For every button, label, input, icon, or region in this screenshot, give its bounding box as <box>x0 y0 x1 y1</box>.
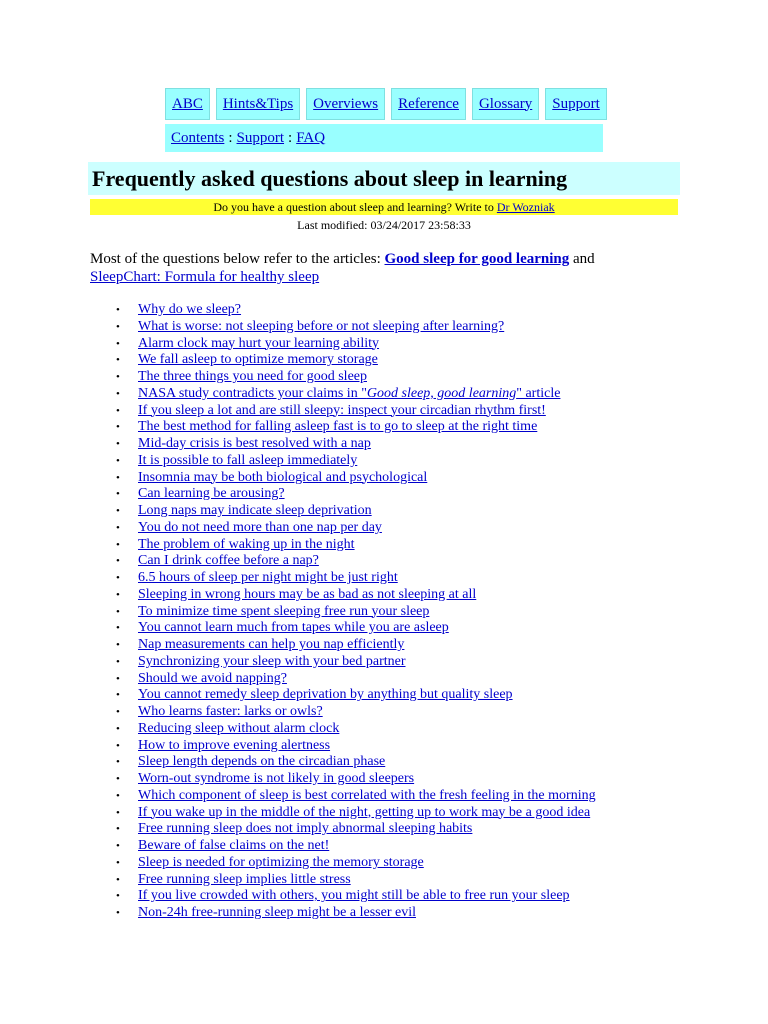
bullet-icon: • <box>116 588 120 601</box>
faq-item <box>90 788 690 805</box>
faq-link[interactable]: 6.5 hours of sleep per night might be just right <box>138 570 398 585</box>
faq-link[interactable]: You do not need more than one nap per day <box>138 519 382 535</box>
faq-item <box>90 754 690 771</box>
bullet-icon: • <box>116 521 120 534</box>
faq-item <box>90 888 690 905</box>
faq-item <box>90 470 690 487</box>
bullet-icon: • <box>116 907 120 919</box>
breadcrumb-faq[interactable]: FAQ <box>296 129 326 146</box>
faq-link[interactable]: Sleep length depends on the circadian phase <box>138 754 386 770</box>
bullet-icon: • <box>116 890 120 903</box>
article-link-good-sleep[interactable]: Good sleep for good learning <box>384 251 570 267</box>
faq-item <box>90 553 690 570</box>
question-text: Do you have a question about sleep and learning? Write to <box>213 200 494 214</box>
bullet-icon: • <box>116 840 120 852</box>
faq-link[interactable]: How to improve evening alertness <box>138 737 331 753</box>
faq-link[interactable]: You cannot remedy sleep deprivation by anything but quality sleep <box>138 687 513 703</box>
bullet-icon: • <box>116 722 120 735</box>
faq-item <box>90 905 690 922</box>
faq-link-italic: Good sleep, good learning <box>366 385 517 401</box>
bullet-icon: • <box>116 756 120 769</box>
bullet-icon: • <box>116 572 120 584</box>
bullet-icon: • <box>116 438 120 450</box>
faq-item <box>90 872 690 889</box>
faq-link[interactable]: Insomnia may be both biological and psychological <box>138 469 428 485</box>
faq-link-nasa[interactable]: NASA study contradicts your claims in "Good sleep, good learning" article <box>138 385 561 401</box>
faq-link[interactable]: Alarm clock may hurt your learning ability <box>138 335 380 351</box>
faq-item <box>90 604 690 621</box>
faq-item <box>90 302 690 319</box>
faq-link[interactable]: We fall asleep to optimize memory storage <box>138 352 378 368</box>
faq-item <box>90 537 690 554</box>
faq-list <box>90 302 690 922</box>
faq-item <box>90 419 690 436</box>
faq-item <box>90 721 690 738</box>
bullet-icon: • <box>116 421 120 434</box>
nav-link-glossary[interactable]: Glossary <box>478 95 533 112</box>
bullet-icon: • <box>116 689 120 702</box>
bullet-icon: • <box>116 371 120 383</box>
bullet-icon: • <box>116 672 120 685</box>
nav-tab-hints-tips <box>216 88 300 120</box>
faq-item <box>90 369 690 386</box>
faq-item <box>90 821 690 838</box>
bullet-icon: • <box>116 856 120 869</box>
faq-link[interactable]: Worn-out syndrome is not likely in good sleepers <box>138 771 415 786</box>
breadcrumb-support[interactable]: Support <box>236 129 285 146</box>
bullet-icon: • <box>116 555 120 568</box>
nav-tab-abc <box>165 88 210 120</box>
bullet-icon: • <box>116 806 120 819</box>
bullet-icon: • <box>116 622 120 635</box>
faq-item <box>90 486 690 503</box>
article-link-sleepchart[interactable]: SleepChart: Formula for healthy sleep <box>90 269 320 285</box>
nav-tab-support <box>545 88 607 120</box>
bullet-icon: • <box>116 488 120 501</box>
faq-link[interactable]: Synchronizing your sleep with your bed partner <box>138 653 406 669</box>
bullet-icon: • <box>116 304 120 316</box>
faq-link[interactable]: Can learning be arousing? <box>138 486 285 502</box>
breadcrumb <box>165 124 603 152</box>
faq-link[interactable]: Free running sleep does not imply abnormal sleeping habits <box>138 821 473 837</box>
bullet-icon: • <box>116 739 120 752</box>
bullet-icon: • <box>116 505 120 517</box>
faq-item <box>90 503 690 520</box>
faq-item <box>90 654 690 671</box>
faq-link[interactable]: The problem of waking up in the night <box>138 536 355 552</box>
bullet-icon: • <box>116 404 120 417</box>
faq-item <box>90 352 690 369</box>
bullet-icon: • <box>116 471 120 484</box>
faq-link[interactable]: You cannot learn much from tapes while you are asleep <box>138 620 449 636</box>
intro-conjunction: and <box>573 251 595 267</box>
faq-link[interactable]: The best method for falling asleep fast is to go to sleep at the right time <box>138 419 538 435</box>
faq-item <box>90 687 690 704</box>
faq-link[interactable]: If you sleep a lot and are still sleepy: inspect your circadian rhythm first! <box>138 402 546 418</box>
faq-item <box>90 637 690 654</box>
faq-item <box>90 671 690 688</box>
faq-link[interactable]: It is possible to fall asleep immediately <box>138 452 358 468</box>
intro-text: Most of the questions below refer to the articles: <box>90 251 381 267</box>
faq-link[interactable]: Free running sleep implies little stress <box>138 871 351 887</box>
faq-item <box>90 386 690 403</box>
faq-link[interactable]: Who learns faster: larks or owls? <box>138 704 323 719</box>
bullet-icon: • <box>116 873 120 886</box>
author-link[interactable]: Dr Wozniak <box>496 200 555 214</box>
last-modified: Last modified: 03/24/2017 23:58:33 <box>297 218 471 232</box>
faq-item <box>90 453 690 470</box>
faq-link[interactable]: Why do we sleep? <box>138 302 242 317</box>
bullet-icon: • <box>116 605 120 618</box>
nav-link-hints-tips[interactable]: Hints&Tips <box>222 95 294 112</box>
faq-item <box>90 805 690 822</box>
bullet-icon: • <box>116 337 120 350</box>
faq-link[interactable]: The three things you need for good sleep <box>138 369 367 384</box>
breadcrumb-contents[interactable]: Contents <box>171 129 225 146</box>
faq-link[interactable]: Long naps may indicate sleep deprivation <box>138 503 372 518</box>
faq-item <box>90 436 690 453</box>
faq-link[interactable]: What is worse: not sleeping before or not sleeping after learning? <box>138 318 505 334</box>
nav-tab-overviews <box>306 88 385 120</box>
bullet-icon: • <box>116 538 120 551</box>
top-nav <box>165 88 607 120</box>
faq-item <box>90 771 690 788</box>
faq-item <box>90 704 690 721</box>
faq-link[interactable]: Sleep is needed for optimizing the memory storage <box>138 854 424 870</box>
faq-link[interactable]: Non-24h free-running sleep might be a lesser evil <box>138 905 416 920</box>
faq-item <box>90 570 690 587</box>
bullet-icon: • <box>116 789 120 802</box>
title-bar <box>88 162 680 195</box>
faq-item <box>90 403 690 420</box>
nav-link-reference[interactable]: Reference <box>398 95 459 112</box>
nav-link-abc[interactable]: ABC <box>172 95 203 112</box>
bullet-icon: • <box>116 773 120 785</box>
page-title: Frequently asked questions about sleep in learning <box>92 165 568 191</box>
faq-item <box>90 587 690 604</box>
faq-item <box>90 319 690 336</box>
bullet-icon: • <box>116 639 120 651</box>
faq-link[interactable]: If you wake up in the middle of the night, getting up to work may be a good idea <box>138 804 591 820</box>
bullet-icon: • <box>116 823 120 836</box>
nav-link-overviews[interactable]: Overviews <box>313 95 379 112</box>
faq-link[interactable]: Reducing sleep without alarm clock <box>138 720 340 736</box>
bullet-icon: • <box>116 387 120 400</box>
bullet-icon: • <box>116 454 120 467</box>
intro-paragraph <box>90 250 680 286</box>
bullet-icon: • <box>116 320 120 333</box>
faq-link[interactable]: Mid-day crisis is best resolved with a nap <box>138 436 371 451</box>
faq-link[interactable]: Nap measurements can help you nap efficiently <box>138 637 405 652</box>
faq-item <box>90 620 690 637</box>
faq-item <box>90 336 690 353</box>
question-banner <box>90 199 678 215</box>
faq-link[interactable]: Can I drink coffee before a nap? <box>138 553 319 569</box>
bullet-icon: • <box>116 706 120 718</box>
bullet-icon: • <box>116 655 120 668</box>
faq-link[interactable]: Which component of sleep is best correlated with the fresh feeling in the morning <box>138 787 596 803</box>
nav-tab-glossary <box>472 88 539 120</box>
breadcrumb-separator: : <box>288 129 293 146</box>
faq-link[interactable]: If you live crowded with others, you might still be able to free run your sleep <box>138 888 570 904</box>
nav-tab-reference <box>391 88 466 120</box>
faq-item <box>90 520 690 537</box>
faq-item <box>90 738 690 755</box>
faq-link[interactable]: To minimize time spent sleeping free run your sleep <box>138 603 430 619</box>
faq-link[interactable]: Sleeping in wrong hours may be as bad as not sleeping at all <box>138 586 477 602</box>
breadcrumb-separator: : <box>228 129 233 146</box>
nav-link-support[interactable]: Support <box>552 95 600 112</box>
bullet-icon: • <box>116 354 120 367</box>
faq-link[interactable]: Should we avoid napping? <box>138 670 287 686</box>
faq-item <box>90 855 690 872</box>
faq-link[interactable]: Beware of false claims on the net! <box>138 838 330 853</box>
faq-item <box>90 838 690 855</box>
